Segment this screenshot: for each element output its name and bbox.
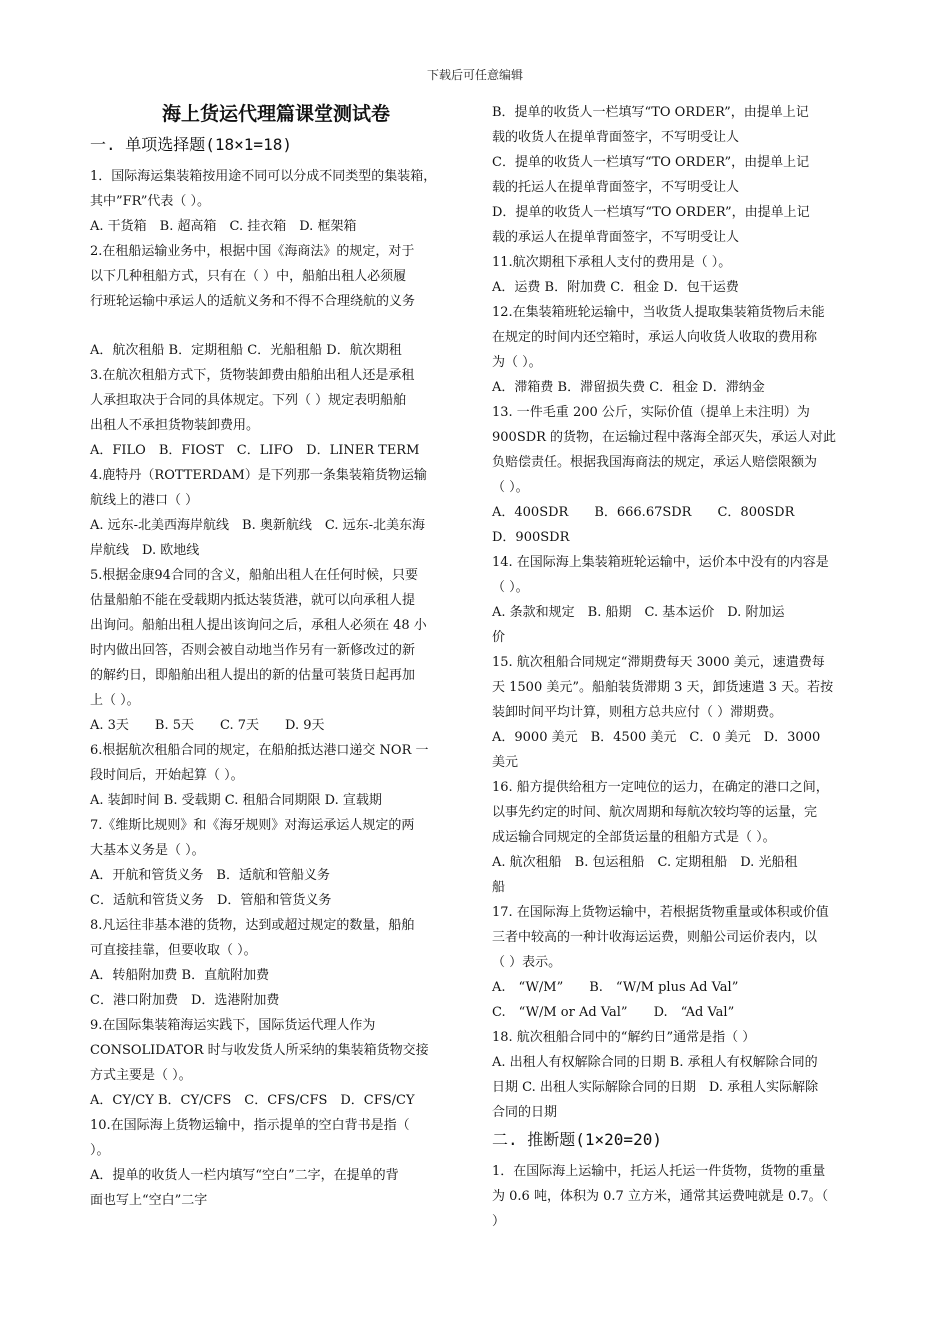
text-line bbox=[90, 314, 462, 338]
text-line: 1．国际海运集装箱按用途不同可以分成不同类型的集装箱， bbox=[90, 169, 437, 184]
text-line: 合同的日期 bbox=[492, 1105, 558, 1120]
text-line: A. 出租人有权解除合同的日期 B. 承租人有权解除合同的 bbox=[492, 1055, 818, 1070]
text-line: 成运输合同规定的全部货运量的租船方式是（ ）。 bbox=[492, 830, 776, 845]
text-line: B．提单的收货人一栏填写“TO ORDER”，由提单上记 bbox=[492, 105, 809, 120]
text-line: 装卸时间平均计算，则租方总共应付（ ）滞期费。 bbox=[492, 705, 783, 720]
text-line: 17. 在国际海上货物运输中，若根据货物重量或体积或价值 bbox=[492, 905, 829, 920]
text-line: 三者中较高的一种计收海运运费，则船公司运价表内，以 bbox=[492, 930, 818, 945]
text-line: 14. 在国际海上集装箱班轮运输中，运价本中没有的内容是 bbox=[492, 555, 829, 570]
text-line: 人承担取决于合同的具体规定。下列（ ）规定表明船舶 bbox=[90, 393, 407, 408]
text-line: 的解约日，即船舶出租人提出的新的估量可装货日起再加 bbox=[90, 668, 416, 683]
text-line: 为 0.6 吨，体积为 0.7 立方米，通常其运费吨就是 0.7。（ bbox=[492, 1189, 829, 1204]
text-line: 可直接挂靠，但要收取（ ）。 bbox=[90, 943, 257, 958]
left-column bbox=[90, 100, 462, 1213]
text-line: A．CY/CY B．CY/CFS C．CFS/CFS D．CFS/CY bbox=[90, 1093, 415, 1108]
text-line: C．提单的收货人一栏填写“TO ORDER”，由提单上记 bbox=[492, 155, 810, 170]
text-line: D．900SDR bbox=[492, 530, 570, 545]
text-line: 负赔偿责任。根据我国海商法的规定，承运人赔偿限额为 bbox=[492, 455, 818, 470]
text-line: 10.在国际海上货物运输中，指示提单的空白背书是指（ bbox=[90, 1118, 410, 1133]
text-line: A. 干货箱 B. 超高箱 C. 挂衣箱 D. 框架箱 bbox=[90, 219, 357, 234]
text-line: （ ）。 bbox=[492, 580, 529, 595]
text-line: A．FILO B．FIOST C．LIFO D．LINER TERM bbox=[90, 443, 420, 458]
text-line: C．适航和管货义务 D．管船和管货义务 bbox=[90, 893, 332, 908]
section-title-single-choice: 一. 单项选择题(18×1=18) bbox=[90, 135, 292, 154]
text-line: 出租人不承担货物装卸费用。 bbox=[90, 418, 260, 433]
text-line: 岸航线 D. 欧地线 bbox=[90, 543, 200, 558]
document-title: 海上货运代理篇课堂测试卷 bbox=[161, 103, 390, 125]
text-line: 其中”FR”代表（ ）。 bbox=[90, 194, 211, 209]
text-line: 5.根据金康94合同的含义，船舶出租人在任何时候，只要 bbox=[90, 568, 418, 583]
text-line: 载的承运人在提单背面签字，不写明受让人 bbox=[492, 230, 740, 245]
text-line: D．提单的收货人一栏填写“TO ORDER”，由提单上记 bbox=[492, 205, 810, 220]
text-line: 天 1500 美元”。船舶装货滞期 3 天，卸货速遣 3 天。若按 bbox=[492, 680, 834, 695]
text-line: 价 bbox=[492, 630, 506, 645]
text-line: A. “W/M” B. “W/M plus Ad Val” bbox=[492, 980, 739, 995]
text-line: A．转船附加费 B．直航附加费 bbox=[90, 968, 270, 983]
text-line: 7.《维斯比规则》和《海牙规则》对海运承运人规定的两 bbox=[90, 818, 415, 833]
text-line: ）。 bbox=[90, 1143, 110, 1158]
text-line: 6.根据航次租船合同的规定，在船舶抵达港口递交 NOR 一 bbox=[90, 743, 429, 758]
judgment-question-list bbox=[492, 1159, 862, 1234]
text-line: 13. 一件毛重 200 公斤，实际价值（提单上未注明）为 bbox=[492, 405, 810, 420]
text-line: 估量船舶不能在受载期内抵达装货港，就可以向承租人提 bbox=[90, 593, 416, 608]
text-line: 12.在集装箱班轮运输中，当收货人提取集装箱货物后未能 bbox=[492, 305, 825, 320]
text-line: 段时间后，开始起算（ ）。 bbox=[90, 768, 244, 783]
text-line: A．运费 B．附加费 C．租金 D．包干运费 bbox=[492, 280, 739, 295]
text-line: C. “W/M or Ad Val” D. “Ad Val” bbox=[492, 1005, 735, 1020]
text-line: A．提单的收货人一栏内填写“空白”二字，在提单的背 bbox=[90, 1168, 399, 1183]
text-line: A．滞箱费 B．滞留损失费 C．租金 D．滞纳金 bbox=[492, 380, 765, 395]
right-column bbox=[492, 100, 862, 1234]
text-line: A. 条款和规定 B. 船期 C. 基本运价 D. 附加运 bbox=[492, 605, 785, 620]
text-line: 3.在航次租船方式下，货物装卸费由船舶出租人还是承租 bbox=[90, 368, 415, 383]
text-line: A. 装卸时间 B. 受载期 C. 租船合同期限 D. 宣载期 bbox=[90, 793, 382, 808]
header-note: 下载后可任意编辑 bbox=[426, 68, 523, 82]
text-line: ） bbox=[492, 1214, 506, 1229]
text-line: 在规定的时间内还空箱时，承运人向收货人收取的费用称 bbox=[492, 330, 818, 345]
text-line: 900SDR 的货物，在运输过程中落海全部灭失，承运人对此 bbox=[492, 430, 837, 445]
text-line: 出询问。船舶出租人提出该询问之后，承租人必须在 48 小 bbox=[90, 618, 427, 633]
text-line: 载的收货人在提单背面签字，不写明受让人 bbox=[492, 130, 740, 145]
text-line: 日期 C. 出租人实际解除合同的日期 D. 承租人实际解除 bbox=[492, 1080, 819, 1095]
text-line: CONSOLIDATOR 时与收发货人所采纳的集装箱货物交接 bbox=[90, 1043, 429, 1058]
text-line: 4.鹿特丹（ROTTERDAM）是下列那一条集装箱货物运输 bbox=[90, 468, 427, 483]
text-line: 船 bbox=[492, 880, 506, 895]
text-line: 18. 航次租船合同中的“解约日”通常是指（ ） bbox=[492, 1030, 756, 1045]
text-line: 1．在国际海上运输中，托运人托运一件货物，货物的重量 bbox=[492, 1164, 826, 1179]
text-line: 以事先约定的时间、航次周期和每航次较均等的运量，完 bbox=[492, 805, 818, 820]
text-line: 为（ ）。 bbox=[492, 355, 542, 370]
text-line: A．9000 美元 B．4500 美元 C．0 美元 D．3000 bbox=[492, 730, 821, 745]
text-line: 15. 航次租船合同规定“滞期费每天 3000 美元，速遣费每 bbox=[492, 655, 825, 670]
text-line: 上（ ）。 bbox=[90, 693, 140, 708]
text-line: 载的托运人在提单背面签字，不写明受让人 bbox=[492, 180, 740, 195]
text-line: A. 航次租船 B. 包运租船 C. 定期租船 D. 光船租 bbox=[492, 855, 798, 870]
text-line: A. 3天 B. 5天 C. 7天 D. 9天 bbox=[90, 718, 325, 733]
text-line: A．400SDR B．666.67SDR C．800SDR bbox=[492, 505, 795, 520]
section-title-judgment: 二. 推断题(1×20=20) bbox=[492, 1130, 662, 1149]
text-line: A．开航和管货义务 B．适航和管船义务 bbox=[90, 868, 330, 883]
text-line: 方式主要是（ ）。 bbox=[90, 1068, 192, 1083]
text-line: 以下几种租船方式，只有在（ ）中，船舶出租人必须履 bbox=[90, 269, 407, 284]
text-line: 8.凡运往非基本港的货物，达到或超过规定的数量，船舶 bbox=[90, 918, 415, 933]
text-line: A. 远东-北美西海岸航线 B. 奥新航线 C. 远东-北美东海 bbox=[90, 518, 426, 533]
text-line: 16. 船方提供给租方一定吨位的运力，在确定的港口之间， bbox=[492, 780, 829, 795]
text-line: 行班轮运输中承运人的适航义务和不得不合理绕航的义务 bbox=[90, 294, 416, 309]
text-line: 美元 bbox=[492, 755, 519, 770]
text-line: 9.在国际集装箱海运实践下，国际货运代理人作为 bbox=[90, 1018, 376, 1033]
text-line: A．航次租船 B．定期租船 C．光船租船 D．航次期租 bbox=[90, 343, 402, 358]
text-line: 大基本义务是（ ）。 bbox=[90, 843, 205, 858]
left-question-list bbox=[90, 164, 462, 1213]
text-line: 2.在租船运输业务中，根据中国《海商法》的规定，对于 bbox=[90, 244, 415, 259]
text-line: 时内做出回答，否则会被自动地当作另有一新修改过的新 bbox=[90, 643, 416, 658]
text-line: （ ）。 bbox=[492, 480, 529, 495]
text-line: （ ）表示。 bbox=[492, 955, 562, 970]
text-line: 11.航次期租下承租人支付的费用是（ ）。 bbox=[492, 255, 732, 270]
right-question-list bbox=[492, 100, 862, 1125]
text-line: 面也写上“空白”二字 bbox=[90, 1193, 208, 1208]
text-line: 航线上的港口（ ） bbox=[90, 493, 199, 508]
text-line: C．港口附加费 D．选港附加费 bbox=[90, 993, 280, 1008]
